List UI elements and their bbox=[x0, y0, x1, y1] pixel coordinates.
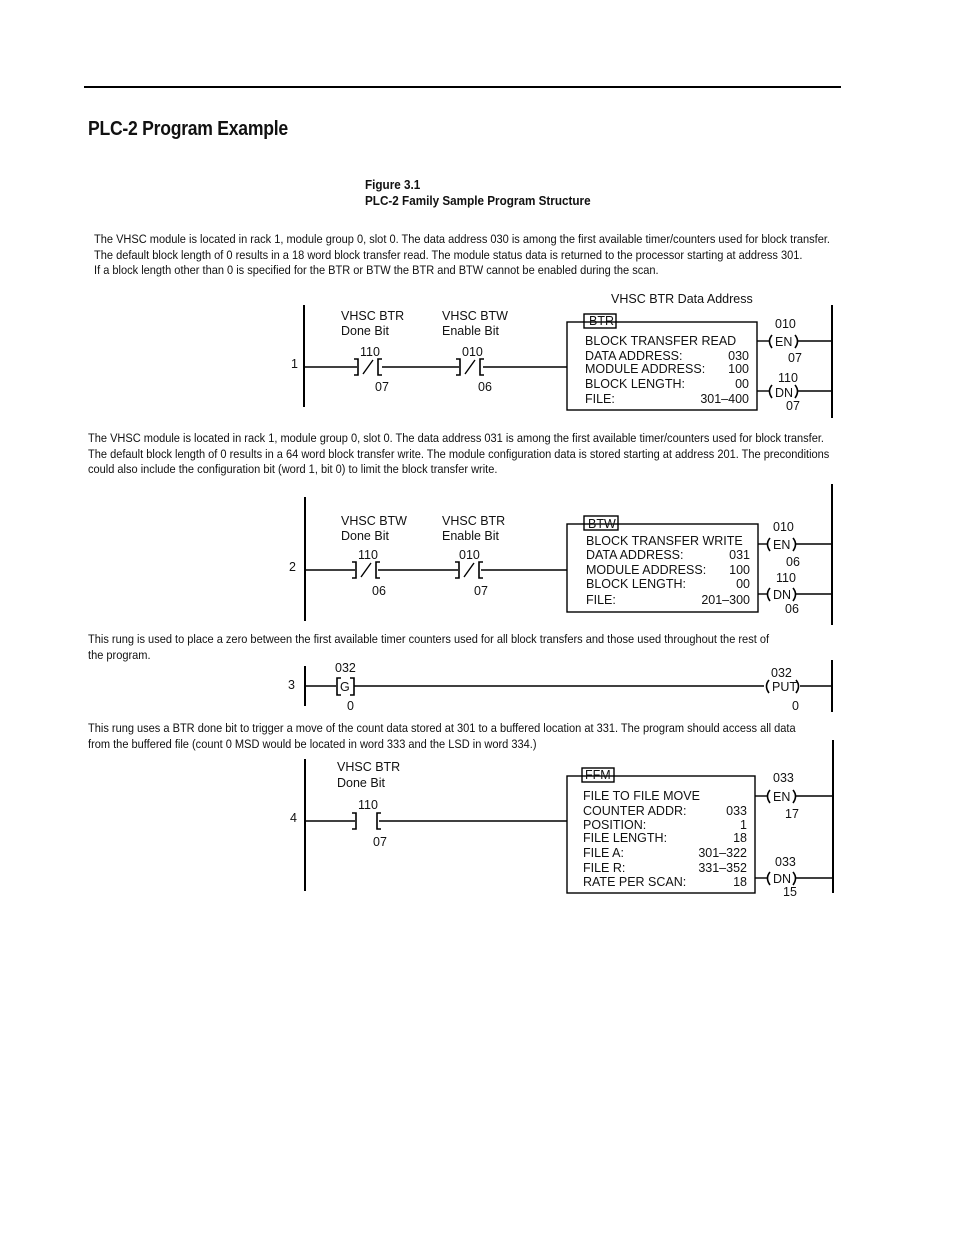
block-name: BLOCK TRANSFER WRITE bbox=[586, 534, 743, 548]
coil-address: 033 bbox=[775, 855, 796, 869]
coil-label: EN bbox=[775, 335, 793, 349]
block-row-value: 033 bbox=[726, 804, 747, 818]
text-line: The default block length of 0 results in a 18 word block transfer read. The module status data is returned to the processor starting at address 301. bbox=[94, 247, 803, 262]
text-line: This rung is used to place a zero between the first available timer counters used for all block transfers and those used throughout the rest of bbox=[88, 632, 770, 646]
contact-label: Done Bit bbox=[337, 776, 385, 790]
block-row-value: 18 bbox=[733, 875, 747, 889]
text-line: The VHSC module is located in rack 1, module group 0, slot 0. The data address 031 is among the first available timer/counters used for block transfer. bbox=[88, 431, 824, 445]
block-tag: BTW bbox=[588, 517, 616, 531]
coil-bit: 06 bbox=[786, 555, 800, 569]
coil-bit: 07 bbox=[788, 351, 802, 365]
figure-title: PLC-2 Family Sample Program Structure bbox=[365, 193, 591, 208]
block-row-value: 100 bbox=[728, 362, 749, 376]
coil-address: 033 bbox=[773, 771, 794, 785]
coil-label: DN bbox=[773, 588, 792, 602]
coil-address: 010 bbox=[773, 520, 794, 534]
block-row-key: FILE: bbox=[586, 593, 616, 607]
coil-dn bbox=[757, 371, 831, 413]
text-line: the program. bbox=[88, 647, 151, 662]
block-row-key: DATA ADDRESS: bbox=[586, 548, 684, 562]
rung-number: 1 bbox=[291, 357, 298, 371]
rung-3 bbox=[288, 660, 832, 713]
contact-label: VHSC BTW bbox=[442, 309, 508, 323]
contact-bit: 06 bbox=[372, 584, 386, 598]
coil-bit: 07 bbox=[786, 399, 800, 413]
contact-label: VHSC BTR bbox=[341, 309, 405, 323]
block-row-key: MODULE ADDRESS: bbox=[586, 563, 707, 577]
block-tag: FFM bbox=[585, 768, 611, 782]
btw-block bbox=[567, 516, 758, 612]
contact-address: 110 bbox=[358, 548, 378, 562]
contact-address: 110 bbox=[360, 345, 380, 359]
block-row-key: FILE: bbox=[585, 392, 615, 406]
get-label: G bbox=[340, 680, 350, 694]
block-name: BLOCK TRANSFER READ bbox=[585, 334, 737, 348]
block-row-key: BLOCK LENGTH: bbox=[585, 377, 686, 391]
contact-label: Enable Bit bbox=[442, 324, 499, 338]
block-row-value: 301–400 bbox=[700, 392, 749, 406]
get-address: 032 bbox=[335, 661, 356, 675]
contact-address: 010 bbox=[459, 548, 480, 562]
coil-address: 010 bbox=[775, 317, 796, 331]
coil-label: DN bbox=[775, 386, 794, 400]
block-row-key: BLOCK LENGTH: bbox=[586, 577, 687, 591]
block-row-value: 030 bbox=[728, 349, 749, 363]
text-line: This rung uses a BTR done bit to trigger a move of the count data stored at 301 to a buffered location at 331. The program should access all data bbox=[88, 721, 796, 735]
contact-label: VHSC BTR bbox=[337, 760, 401, 774]
btr-block bbox=[567, 314, 757, 410]
rung-number: 4 bbox=[290, 811, 297, 825]
data-address-label: VHSC BTR Data Address bbox=[611, 292, 753, 306]
coil-address: 110 bbox=[776, 571, 796, 585]
coil-bit: 17 bbox=[785, 807, 799, 821]
ffm-block bbox=[567, 768, 755, 893]
contact-xic-110-07 bbox=[337, 760, 400, 849]
coil-bit: 15 bbox=[783, 885, 797, 899]
block-row-value: 301–322 bbox=[698, 846, 747, 860]
contact-label: VHSC BTR bbox=[442, 514, 506, 528]
contact-bit: 07 bbox=[373, 835, 387, 849]
rung-1 bbox=[291, 292, 832, 418]
rung-2 bbox=[289, 484, 832, 625]
put-address: 032 bbox=[771, 666, 792, 680]
block-row-value: 00 bbox=[735, 377, 749, 391]
text-line: could also include the configuration bit (word 1, bit 0) to limit the block transfer write. bbox=[88, 462, 498, 477]
put-instruction bbox=[767, 666, 800, 713]
block-row-value: 331–352 bbox=[698, 861, 747, 875]
block-row-value: 18 bbox=[733, 831, 747, 845]
coil-en bbox=[755, 771, 832, 821]
text-line: The VHSC module is located in rack 1, module group 0, slot 0. The data address 030 is among the first available timer/counters used for block transfer. bbox=[94, 232, 830, 246]
coil-dn bbox=[758, 571, 831, 616]
get-value: 0 bbox=[347, 699, 354, 713]
contact-bit: 06 bbox=[478, 380, 492, 394]
coil-dn bbox=[755, 855, 832, 899]
get-instruction bbox=[335, 661, 356, 713]
coil-label: DN bbox=[773, 872, 792, 886]
block-row-key: FILE LENGTH: bbox=[583, 831, 668, 845]
coil-label: EN bbox=[773, 538, 791, 552]
contact-address: 110 bbox=[358, 798, 378, 812]
block-row-value: 1 bbox=[740, 818, 747, 832]
contact-xio-010-06 bbox=[442, 309, 508, 394]
contact-bit: 07 bbox=[474, 584, 488, 598]
coil-address: 110 bbox=[778, 371, 798, 385]
coil-bit: 06 bbox=[785, 602, 799, 616]
contact-bit: 07 bbox=[375, 380, 389, 394]
block-row-value: 201–300 bbox=[701, 593, 750, 607]
coil-label: EN bbox=[773, 790, 791, 804]
block-row-key: FILE A: bbox=[583, 846, 624, 860]
text-line: The default block length of 0 results in a 64 word block transfer write. The module configuration data is stored starting at address 201. The preconditions bbox=[88, 446, 830, 461]
rung-4 bbox=[290, 740, 833, 899]
coil-en bbox=[758, 520, 831, 569]
text-line: from the buffered file (count 0 MSD would be located in word 333 and the LSD in word 334.) bbox=[88, 736, 537, 751]
page-title: PLC-2 Program Example bbox=[88, 118, 288, 140]
block-row-value: 00 bbox=[736, 577, 750, 591]
block-tag: BTR bbox=[589, 314, 614, 328]
text-line: If a block length other than 0 is specified for the BTR or BTW the BTR and BTW cannot be enabled during the scan. bbox=[94, 263, 659, 278]
contact-label: Done Bit bbox=[341, 529, 389, 543]
block-row-key: COUNTER ADDR: bbox=[583, 804, 687, 818]
contact-label: VHSC BTW bbox=[341, 514, 407, 528]
block-row-value: 031 bbox=[729, 548, 750, 562]
figure-number: Figure 3.1 bbox=[365, 177, 421, 192]
block-row-key: MODULE ADDRESS: bbox=[585, 362, 706, 376]
coil-en bbox=[757, 317, 831, 365]
block-row-key: POSITION: bbox=[583, 818, 647, 832]
block-row-key: FILE R: bbox=[583, 861, 626, 875]
rung-number: 3 bbox=[288, 678, 295, 692]
put-label: PUT bbox=[772, 680, 797, 694]
put-value: 0 bbox=[792, 699, 799, 713]
block-row-key: RATE PER SCAN: bbox=[583, 875, 687, 889]
contact-label: Done Bit bbox=[341, 324, 389, 338]
rung-number: 2 bbox=[289, 560, 296, 574]
contact-xio-010-07 bbox=[442, 514, 505, 598]
contact-xio-110-06 bbox=[341, 514, 407, 598]
block-name: FILE TO FILE MOVE bbox=[583, 789, 700, 803]
contact-xio-110-07 bbox=[341, 309, 404, 394]
contact-address: 010 bbox=[462, 345, 483, 359]
contact-label: Enable Bit bbox=[442, 529, 499, 543]
block-row-key: DATA ADDRESS: bbox=[585, 349, 683, 363]
block-row-value: 100 bbox=[729, 563, 750, 577]
